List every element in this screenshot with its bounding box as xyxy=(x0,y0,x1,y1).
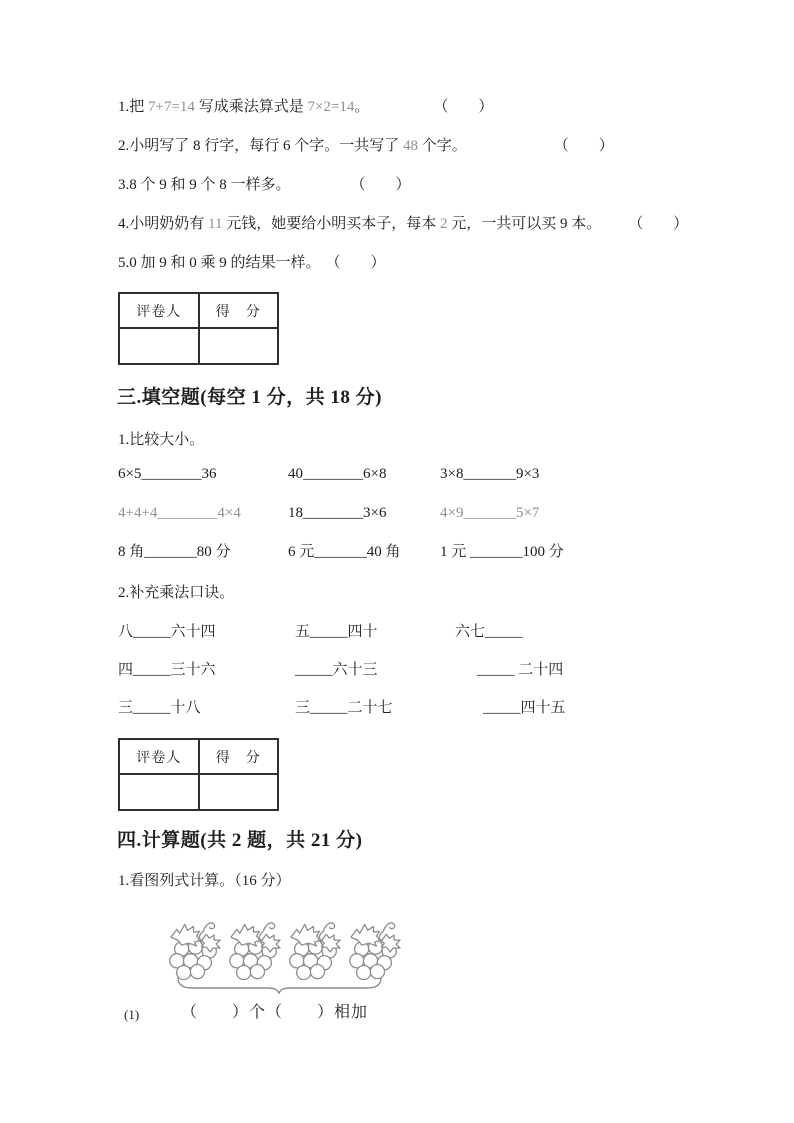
compare-size-grid xyxy=(118,467,564,584)
curly-brace-icon xyxy=(177,977,382,995)
score-table-score-cell xyxy=(200,775,278,809)
answer-bracket: （ ） xyxy=(350,177,411,193)
grape-bunch-icon xyxy=(286,916,343,980)
score-table xyxy=(118,738,279,811)
compare-item: 1 元 _______100 分 xyxy=(440,544,564,560)
section-4-heading: 四.计算题(共 2 题，共 21 分) xyxy=(117,830,363,851)
question-number-expression: 48 xyxy=(403,138,419,154)
compare-item: 6 元_______40 角 xyxy=(288,544,401,560)
answer-bracket: （ ） xyxy=(433,99,494,115)
question-number-expression: 7+7=14 xyxy=(148,99,195,115)
question-text: 个字。 xyxy=(418,138,467,154)
mnemonic-item: 六七_____ xyxy=(455,624,523,640)
score-table-grader-cell xyxy=(120,775,200,809)
truefalse-question-5 xyxy=(118,255,758,271)
question-number-expression: 2 xyxy=(439,216,448,232)
question-text: 元钱，她要给小明买本子，每本 xyxy=(222,216,440,232)
compare-item: 18________3×6 xyxy=(288,505,387,521)
question-text: 5.0 加 9 和 0 乘 9 的结果一样。 xyxy=(118,255,321,271)
question-text: 4.小明奶奶有 xyxy=(118,216,209,232)
compare-item: 4+4+4________4×4 xyxy=(118,505,241,521)
grape-bunch-icon xyxy=(346,916,403,980)
answer-bracket: （ ） xyxy=(553,138,614,154)
fill-question-2-label: 2.补充乘法口诀。 xyxy=(118,585,235,601)
calc-question-1-label: 1.看图列式计算。（16 分） xyxy=(118,873,291,889)
question-text: 。 xyxy=(354,99,370,115)
mnemonic-item: 八_____六十四 xyxy=(118,624,216,640)
question-text: 1.把 xyxy=(118,99,149,115)
question-number-expression: 11 xyxy=(208,216,223,232)
truefalse-question-list xyxy=(118,99,758,294)
score-table-header-score: 得 分 xyxy=(215,304,261,320)
score-table-grader-cell xyxy=(120,329,200,363)
mnemonic-item: _____六十三 xyxy=(295,662,378,678)
mnemonic-item: 三_____二十七 xyxy=(295,700,393,716)
question-text: 3.8 个 9 和 9 个 8 一样多。 xyxy=(118,177,291,193)
mnemonic-item: _____ 二十四 xyxy=(477,662,564,678)
grape-bunch-icon xyxy=(226,916,283,980)
mnemonic-row xyxy=(118,625,566,640)
grapes-caption: （ ）个（ ）相加 xyxy=(181,1004,369,1021)
question-number-expression: 7×2=14 xyxy=(307,99,355,115)
answer-bracket: （ ） xyxy=(628,216,689,232)
score-table xyxy=(118,292,279,365)
compare-item: 40________6×8 xyxy=(288,466,387,482)
answer-bracket: （ ） xyxy=(325,255,386,271)
question-text: 写成乘法算式是 xyxy=(194,99,308,115)
grapes-illustration xyxy=(166,916,403,980)
score-table-header-score: 得 分 xyxy=(215,750,261,766)
mnemonic-item: 四_____三十六 xyxy=(118,662,216,678)
question-text: 2.小明写了 8 行字，每行 6 个字。一共写了 xyxy=(118,138,404,154)
score-table-header-grader: 评卷人 xyxy=(120,294,200,327)
truefalse-question-2 xyxy=(118,138,758,154)
mnemonic-item: _____四十五 xyxy=(483,700,566,716)
sub-question-label: (1) xyxy=(124,1007,140,1022)
grape-bunch-icon xyxy=(166,916,223,980)
truefalse-question-3 xyxy=(118,177,758,193)
compare-item: 6×5________36 xyxy=(118,466,217,482)
compare-row xyxy=(118,506,564,521)
score-table-header-grader: 评卷人 xyxy=(120,740,200,773)
mnemonic-item: 三_____十八 xyxy=(118,700,201,716)
question-text: 元，一共可以买 9 本。 xyxy=(447,216,602,232)
compare-item: 4×9_______5×7 xyxy=(440,505,540,521)
compare-row xyxy=(118,545,564,560)
compare-item: 3×8_______9×3 xyxy=(440,466,540,482)
mnemonic-grid xyxy=(118,625,566,739)
mnemonic-row xyxy=(118,701,566,716)
mnemonic-item: 五_____四十 xyxy=(295,624,378,640)
compare-item: 8 角_______80 分 xyxy=(118,544,231,560)
mnemonic-row xyxy=(118,663,566,678)
section-3-heading: 三.填空题(每空 1 分，共 18 分) xyxy=(117,387,382,408)
truefalse-question-1 xyxy=(118,99,758,115)
compare-row xyxy=(118,467,564,482)
score-table-score-cell xyxy=(200,329,278,363)
truefalse-question-4 xyxy=(118,216,758,232)
fill-question-1-label: 1.比较大小。 xyxy=(118,432,205,448)
